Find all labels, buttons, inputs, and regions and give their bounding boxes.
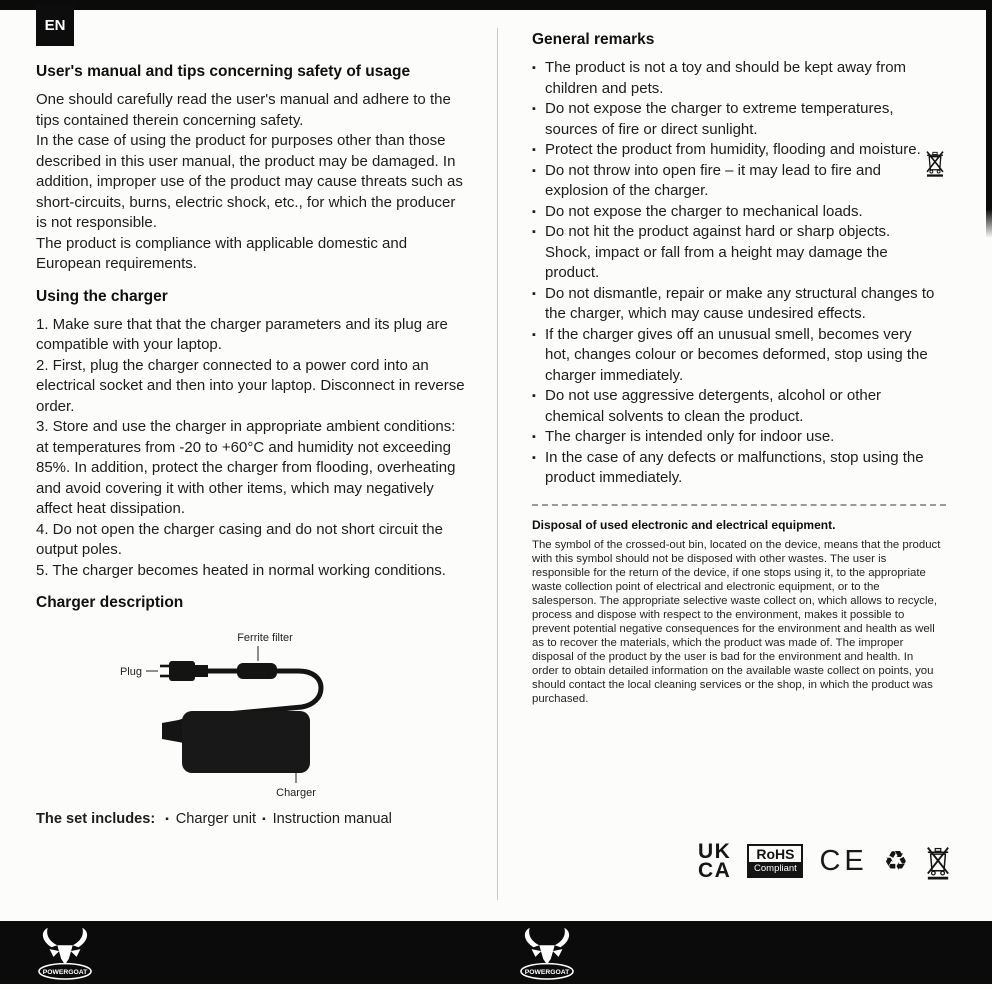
ce-mark: CE [819,844,868,877]
general-remarks-list [532,58,936,489]
set-includes-item: ▪ Charger unit [165,811,256,827]
plug-body [169,661,195,681]
set-includes-label: The set includes: [36,811,156,827]
top-edge-bar [0,0,992,10]
ferrite-filter-label: Ferrite filter [237,632,293,644]
charger-diagram [36,621,466,801]
usage-step: 3. Store and use the charger in appropriate ambient conditions: at temperatures from -20 to +60°C and humidity not exceeding 85%. In addition, protect the charger from flooding, overheating and avoid covering it with other items, which may negatively affect heat dissipation. [36,418,456,517]
using-charger-heading: Using the charger [36,287,168,305]
set-includes-item: ▪ Instruction manual [262,811,392,827]
rohs-compliant-label: Compliant [749,862,801,876]
ukca-mark [698,842,731,880]
remark-item: ▪ Do not use aggressive detergents, alcohol or other chemical solvents to clean the product. [532,386,936,427]
rohs-label: RoHS [756,846,795,862]
usage-step: 2. First, plug the charger connected to a power cord into an electrical socket and then into your laptop. Disconnect in reverse order. [36,356,465,415]
ukca-line2: CA [698,859,732,882]
usage-step: 4. Do not open the charger casing and do not short circuit the output poles. [36,520,443,558]
language-badge: EN [36,4,74,46]
remark-item: ▪ Protect the product from humidity, flooding and moisture. [532,140,936,161]
remark-item: ▪ Do not throw into open fire – it may lead to fire and explosion of the charger. [532,161,936,202]
plug-label: Plug [119,666,142,678]
set-includes-line [36,811,466,827]
remark-item: ▪ In the case of any defects or malfunctions, stop using the product immediately. [532,448,936,489]
powergoat-logo [36,926,94,980]
safety-heading: User's manual and tips concerning safety of usage [36,63,411,80]
remark-item: ▪ The product is not a toy and should be kept away from children and pets. [532,58,936,99]
intro-line: One should carefully read the user's manual and adhere to the tips contained therein concerning safety. [36,91,451,129]
remark-item: ▪ The charger is intended only for indoor use. [532,427,936,448]
dashed-separator [532,504,946,506]
powergoat-logo [518,926,576,980]
column-divider [497,28,498,900]
charger-body [182,711,310,773]
disposal-text: The symbol of the crossed-out bin, located on the device, means that the product with this symbol should not be disposed with other wastes. The user is responsible for the return of the device, if one stops using it, to the appropriate waste collection point of electrical and electronic equipment, or to the salesperson. The appropriate selective waste collect on, which allows to recycle, process and dispose with respect to the environment, makes it possible to prevent potential negative consequences for the environment and health as well as to recover the materials, which the product was made of. The improper disposal of the product by the user is bad for the environment and health. In order to obtain detailed information on the available waste collect on points, you should contact the local cleaning services or the shop, in which the product was purchased. [532,538,941,705]
usage-step: 5. The charger becomes heated in normal working conditions. [36,561,446,579]
remark-item: ▪ Do not hit the product against hard or sharp objects. Shock, impact or fall from a height may damage the product. [532,222,936,284]
weee-bin-icon [924,148,946,177]
ferrite-filter [237,663,277,679]
plug-tip [195,665,208,677]
left-column [36,62,466,827]
charger-description-heading: Charger description [36,594,184,611]
usage-steps [36,315,466,582]
recycle-icon: ♻ [883,845,908,876]
intro-line: The product is compliance with applicable domestic and European requirements. [36,234,408,272]
usage-step: 1. Make sure that that the charger parameters and its plug are compatible with your laptop. [36,315,448,353]
remark-item: ▪ Do not dismantle, repair or make any structural changes to the charger, which may cause undesired effects. [532,284,936,325]
powergoat-brand-text: POWERGOAT [42,969,88,977]
intro-paragraph [36,90,466,275]
remark-item: ▪ Do not expose the charger to mechanical loads. [532,202,936,223]
remark-item: ▪ Do not expose the charger to extreme temperatures, sources of fire or direct sunlight. [532,99,936,140]
charger-connector [162,719,184,743]
charger-label: Charger [276,787,316,799]
weee-bin-icon [924,843,952,880]
rohs-mark [747,844,803,878]
remark-item: ▪ If the charger gives off an unusual smell, becomes very hot, changes colour or becomes deformed, stop using the charger immediately. [532,325,936,387]
right-edge-bar [986,0,992,238]
ukca-line1: UK [698,840,732,863]
certification-badges [698,842,952,880]
general-remarks-heading: General remarks [532,31,655,48]
right-column [532,30,952,706]
powergoat-brand-text: POWERGOAT [524,969,570,977]
disposal-heading: Disposal of used electronic and electrical equipment. [532,517,836,532]
footer-bar [0,921,992,984]
intro-line: In the case of using the product for purposes other than those described in this user manual, the product may be damaged. In addition, improper use of the product may cause threats such as short-circuits, burns, electric shock, etc., for which the producer is not responsible. [36,132,463,231]
